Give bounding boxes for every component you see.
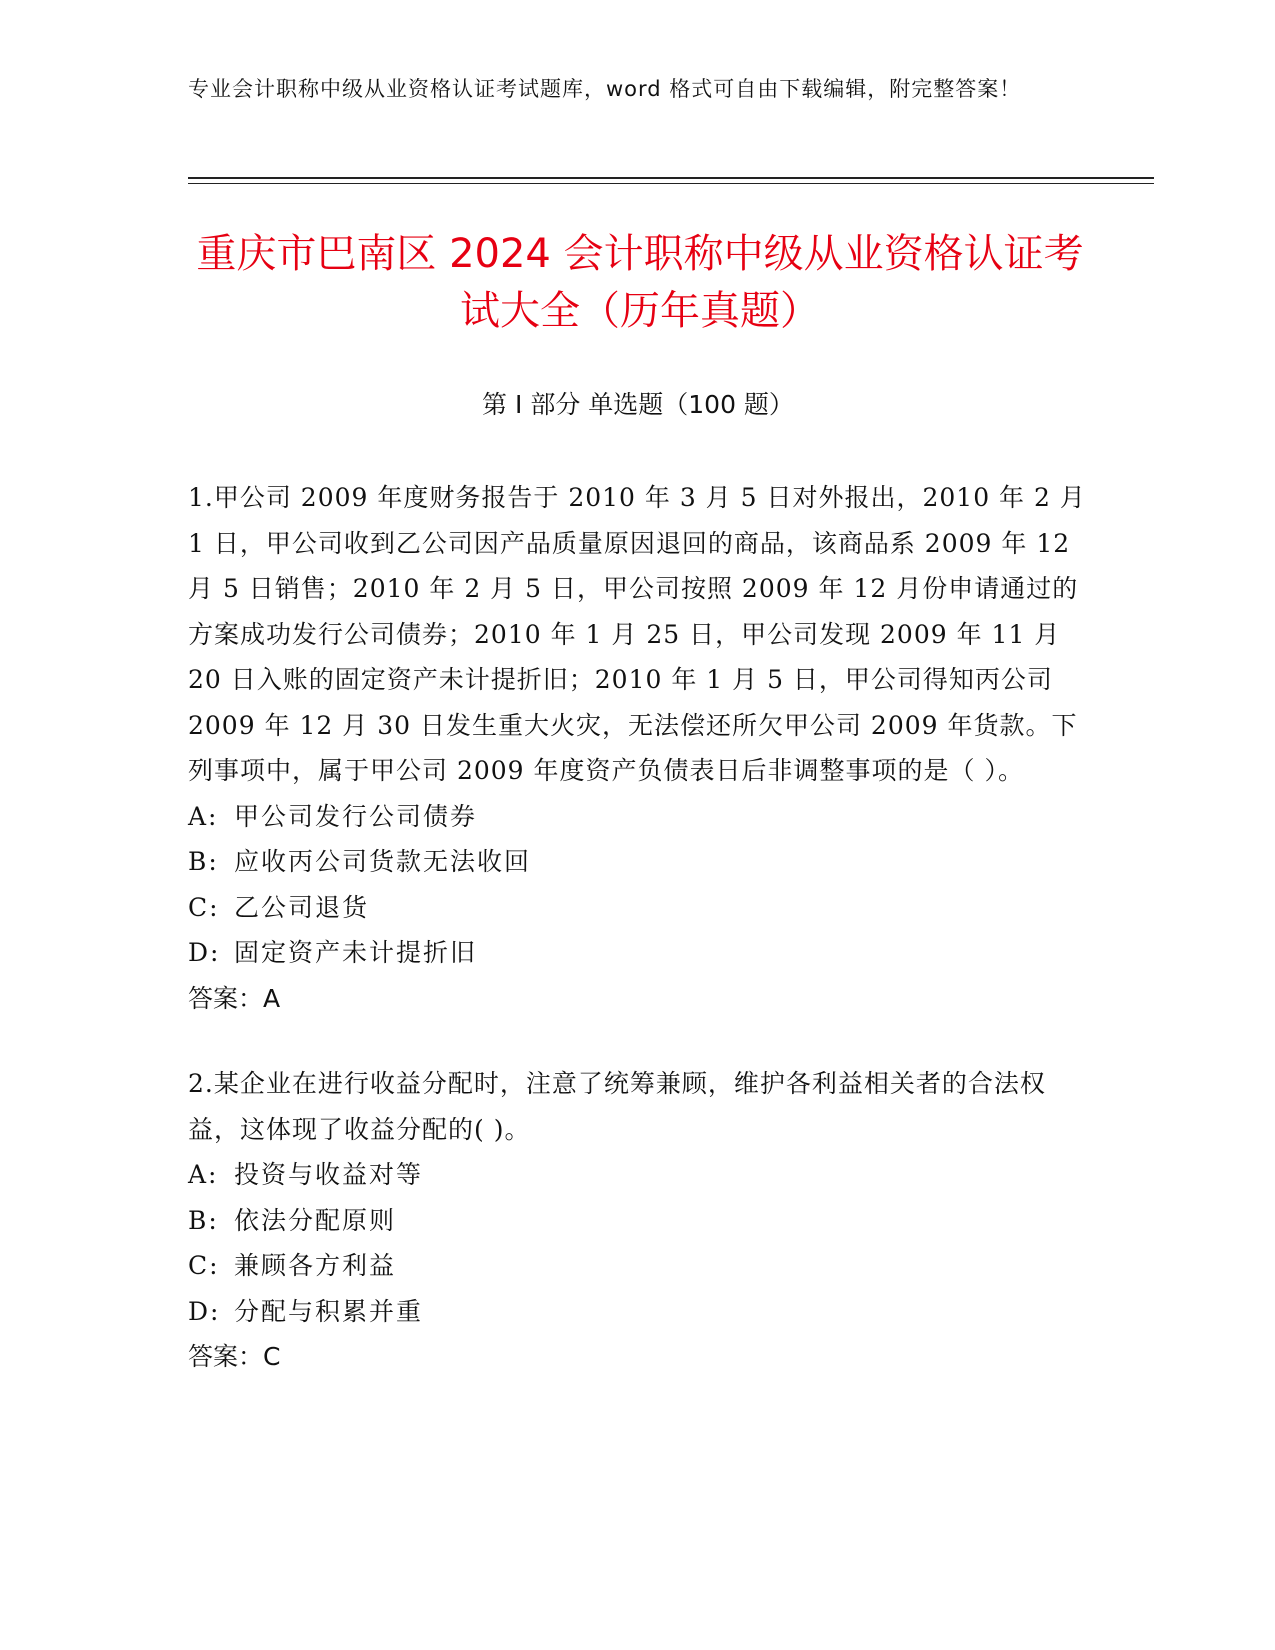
option-text: 应收丙公司货款无法收回 bbox=[234, 847, 532, 876]
option-text: 甲公司发行公司债券 bbox=[234, 801, 478, 831]
header-divider-thick bbox=[188, 177, 1154, 179]
option-b bbox=[188, 1198, 1088, 1244]
question-stem: 1.甲公司 2009 年度财务报告于 2010 年 3 月 5 日对外报出，2010 年 2 月 1 日，甲公司收到乙公司因产品质量原因退回的商品，该商品系 2009 年 12 月 5 日销售；2010 年 2 月 5 日，甲公司按照 2009 年 12 月份申请通过的方案成功发行公司债券；2010 年 1 月 25 日，甲公司发现 2009 年 11 月 20 日入账的固定资产未计提折旧；2010 年 1 月 5 日，甲公司得知丙公司 2009 年 12 月 30 日发生重大火灾，无法偿还所欠甲公司 2009 年货款。下列事项中，属于甲公司 2009 年度资产负债表日后非调整事项的是（ ）。 bbox=[188, 483, 1086, 785]
question-list bbox=[188, 475, 1088, 1420]
answer-line: 答案：A bbox=[188, 983, 281, 1013]
option-text: 分配与积累并重 bbox=[234, 1296, 424, 1326]
option-key: B: bbox=[188, 847, 219, 876]
option-text: 兼顾各方利益 bbox=[234, 1251, 397, 1280]
option-a bbox=[188, 794, 1088, 840]
header-note: 专业会计职称中级从业资格认证考试题库，word 格式可自由下载编辑，附完整答案！ bbox=[188, 77, 1022, 101]
option-key: B: bbox=[188, 1205, 219, 1235]
option-c bbox=[188, 1243, 1088, 1289]
question-stem: 2.某企业在进行收益分配时，注意了统筹兼顾，维护各利益相关者的合法权益，这体现了收益分配的( )。 bbox=[188, 1069, 1046, 1144]
option-key: D: bbox=[188, 1296, 221, 1326]
option-b bbox=[188, 839, 1088, 885]
option-key: C: bbox=[188, 1251, 220, 1280]
option-text: 固定资产未计提折旧 bbox=[234, 938, 478, 967]
option-text: 投资与收益对等 bbox=[234, 1160, 424, 1189]
section-heading: 第 I 部分 单选题（100 题） bbox=[482, 390, 794, 419]
option-key: D: bbox=[188, 938, 221, 967]
option-text: 依法分配原则 bbox=[234, 1205, 397, 1235]
option-text: 乙公司退货 bbox=[234, 892, 370, 922]
header-divider-thin bbox=[188, 183, 1154, 184]
option-d bbox=[188, 930, 1088, 976]
question-2 bbox=[188, 1061, 1088, 1380]
question-1 bbox=[188, 475, 1088, 1021]
option-c bbox=[188, 885, 1088, 931]
option-a bbox=[188, 1152, 1088, 1198]
option-key: C: bbox=[188, 892, 220, 922]
document-title: 重庆市巴南区 2024 会计职称中级从业资格认证考试大全（历年真题） bbox=[196, 231, 1084, 334]
option-key: A: bbox=[188, 1160, 219, 1189]
option-key: A: bbox=[188, 801, 219, 831]
option-d bbox=[188, 1289, 1088, 1335]
answer-line: 答案：C bbox=[188, 1342, 281, 1371]
